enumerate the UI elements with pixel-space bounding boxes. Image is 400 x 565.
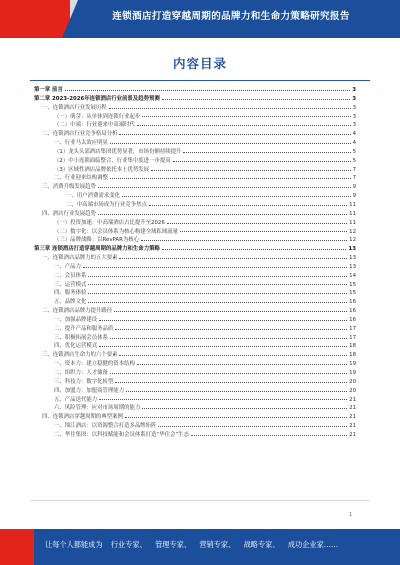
toc-entry-page: 21 bbox=[349, 414, 356, 421]
toc-entry[interactable] bbox=[34, 148, 356, 157]
toc-entry-page: 13 bbox=[349, 263, 356, 270]
toc-entry-title: 一、加强品牌建设 bbox=[54, 316, 98, 323]
toc-entry-page: 17 bbox=[349, 325, 356, 332]
toc-entry-page: 20 bbox=[349, 387, 356, 394]
toc-entry-page: 7 bbox=[352, 166, 356, 173]
footer-role: 营销专家、 bbox=[199, 540, 236, 549]
toc-entry-title: 五、产品迭代能力 bbox=[54, 396, 98, 403]
toc-entry-title: 一、锦江酒店：以资源整合打造多品牌矩阵 bbox=[54, 423, 157, 430]
toc-entry-title: 二、华住集团：以科技赋能和会员体系打造“华住会”生态 bbox=[54, 431, 189, 438]
toc-entry[interactable] bbox=[34, 236, 356, 245]
toc-leader-dots bbox=[125, 417, 347, 418]
toc-leader-dots bbox=[88, 284, 347, 285]
toc-entry-title: 二、会员体系 bbox=[54, 272, 87, 279]
toc-entry-page: 4 bbox=[352, 140, 356, 147]
toc-entry-title: 四、酒店行业发展趋势 bbox=[42, 210, 96, 217]
toc-entry-page: 5 bbox=[352, 157, 356, 164]
toc-entry-page: 13 bbox=[349, 255, 356, 262]
header-red-accent bbox=[0, 0, 70, 38]
toc-leader-dots bbox=[191, 435, 347, 436]
toc-entry-title: 三、积极拓展会员体系 bbox=[54, 334, 108, 341]
toc-leader-dots bbox=[98, 187, 351, 188]
toc-entry[interactable] bbox=[34, 130, 356, 139]
toc-leader-dots bbox=[151, 170, 350, 171]
toc-entry[interactable] bbox=[34, 192, 356, 201]
toc-leader-dots bbox=[142, 408, 347, 409]
toc-entry[interactable] bbox=[34, 183, 356, 192]
toc-entry-page: 3 bbox=[352, 95, 356, 102]
toc-entry[interactable] bbox=[34, 254, 356, 263]
toc-entry[interactable] bbox=[34, 113, 356, 122]
toc-entry-title: 二、连锁酒店品牌力提升路径 bbox=[42, 308, 113, 315]
toc-entry[interactable] bbox=[34, 360, 356, 369]
toc-leader-dots bbox=[167, 223, 347, 224]
toc-leader-dots bbox=[88, 293, 347, 294]
toc-entry[interactable] bbox=[34, 342, 356, 351]
toc-entry-title: （3）区域性酒店品牌依托本土优势发展 bbox=[54, 166, 150, 173]
toc-entry-title: 四、连锁酒店穿越周期的典型案例 bbox=[42, 414, 123, 421]
toc-entry[interactable] bbox=[34, 219, 356, 228]
toc-leader-dots bbox=[162, 99, 350, 100]
toc-entry-title: 六、风险管理：应对市场周期的能力 bbox=[54, 405, 141, 412]
toc-leader-dots bbox=[114, 311, 347, 312]
toc-entry-title: 三、科技力：数字化转型 bbox=[54, 378, 114, 385]
toc-leader-dots bbox=[110, 143, 351, 144]
toc-entry-title: 三、运营模式 bbox=[54, 281, 87, 288]
toc-leader-dots bbox=[137, 364, 347, 365]
toc-leader-dots bbox=[110, 373, 347, 374]
footer-red-accent bbox=[0, 529, 34, 565]
toc-entry[interactable] bbox=[34, 281, 356, 290]
toc-entry-title: （1）龙头头部酒店集团优势显著，市场份额持续提升 bbox=[54, 148, 182, 155]
toc-entry-page: 9 bbox=[352, 184, 356, 191]
toc-entry[interactable] bbox=[34, 272, 356, 281]
toc-entry-page: 20 bbox=[349, 378, 356, 385]
toc-entry[interactable] bbox=[34, 404, 356, 413]
toc-entry-title: 一、连锁酒店品牌力的五大要素 bbox=[42, 255, 118, 262]
toc-entry[interactable] bbox=[34, 369, 356, 378]
toc-entry-page: 14 bbox=[349, 272, 356, 279]
toc-entry[interactable] bbox=[34, 95, 356, 104]
toc-leader-dots bbox=[88, 302, 347, 303]
toc-leader-dots bbox=[173, 161, 351, 162]
toc-entry[interactable] bbox=[34, 121, 356, 130]
toc-leader-dots bbox=[149, 205, 347, 206]
toc-entry-title: （三）品牌战略：以RevPAR为核心 bbox=[54, 237, 140, 244]
toc-entry-page: 11 bbox=[349, 201, 356, 208]
toc-entry-title: 三、连锁酒店生命力的六个要素 bbox=[42, 352, 118, 359]
footer-role: 成功企业家…… bbox=[287, 540, 339, 549]
toc-entry-page: 17 bbox=[349, 334, 356, 341]
toc-entry-page: 15 bbox=[349, 290, 356, 297]
toc-leader-dots bbox=[110, 178, 351, 179]
toc-entry[interactable] bbox=[34, 422, 356, 431]
table-of-contents bbox=[34, 86, 356, 440]
toc-entry-page: 18 bbox=[349, 343, 356, 350]
toc-entry-title: （二）数字化：以会员体系为核心构建全域私域流量 bbox=[54, 228, 178, 235]
toc-entry[interactable] bbox=[34, 289, 356, 298]
toc-leader-dots bbox=[126, 391, 347, 392]
toc-leader-dots bbox=[109, 108, 351, 109]
toc-entry-title: （一）投资加速：中高端酒店占比提升至2026 bbox=[54, 219, 165, 226]
toc-entry-title: 四、加盟力：加盟商管理能力 bbox=[54, 387, 125, 394]
toc-entry[interactable] bbox=[34, 307, 356, 316]
toc-entry-title: 一、资本力：建立稳健的资本结构 bbox=[54, 361, 135, 368]
toc-entry[interactable] bbox=[34, 104, 356, 113]
toc-entry-page: 16 bbox=[349, 299, 356, 306]
toc-entry[interactable] bbox=[34, 228, 356, 237]
toc-entry-page: 21 bbox=[349, 405, 356, 412]
toc-entry[interactable] bbox=[34, 316, 356, 325]
toc-entry-page: 16 bbox=[349, 316, 356, 323]
toc-entry-page: 21 bbox=[349, 396, 356, 403]
footer-role: 行业专家、 bbox=[110, 540, 147, 549]
toc-entry[interactable] bbox=[34, 298, 356, 307]
toc-leader-dots bbox=[115, 329, 347, 330]
toc-heading: 内容目录 bbox=[172, 56, 227, 71]
toc-entry-page: 15 bbox=[349, 281, 356, 288]
toc-leader-dots bbox=[119, 355, 347, 356]
toc-entry[interactable] bbox=[34, 413, 356, 422]
toc-entry-title: 三、消费升级发展趋势 bbox=[42, 184, 96, 191]
toc-leader-dots bbox=[119, 134, 350, 135]
toc-entry-page: 9 bbox=[352, 193, 356, 200]
toc-entry-title: （2）中小连锁面临整合，行业集中度进一步提高 bbox=[54, 157, 171, 164]
toc-leader-dots bbox=[137, 125, 351, 126]
toc-entry[interactable] bbox=[34, 387, 356, 396]
toc-leader-dots bbox=[98, 214, 347, 215]
report-title: 连锁酒店打造穿越周期的品牌力和生命力策略研究报告 bbox=[112, 11, 350, 22]
toc-entry[interactable] bbox=[34, 431, 356, 440]
toc-entry[interactable] bbox=[34, 86, 356, 95]
footer-slogan bbox=[45, 540, 344, 550]
toc-entry-title: 二、连锁酒店行业竞争格局分析 bbox=[42, 131, 118, 138]
toc-leader-dots bbox=[115, 382, 347, 383]
toc-entry[interactable] bbox=[34, 325, 356, 334]
toc-entry[interactable] bbox=[34, 166, 356, 175]
toc-entry-title: 第三章 连锁酒店打造穿越周期的品牌力和生命力策略 bbox=[34, 246, 160, 253]
page-divider bbox=[30, 500, 370, 501]
toc-entry[interactable] bbox=[34, 263, 356, 272]
toc-leader-dots bbox=[65, 90, 350, 91]
footer-role: 管理专家、 bbox=[155, 540, 192, 549]
toc-entry[interactable] bbox=[34, 201, 356, 210]
toc-entry-title: 四、优化运营模式 bbox=[54, 343, 98, 350]
toc-entry[interactable] bbox=[34, 210, 356, 219]
toc-leader-dots bbox=[99, 320, 347, 321]
footer-slogan-lead: 让每个人都能成为 bbox=[45, 540, 103, 549]
toc-leader-dots bbox=[141, 240, 347, 241]
toc-entry-page: 11 bbox=[349, 219, 356, 226]
toc-entry-page: 11 bbox=[349, 210, 356, 217]
toc-entry-title: （一）萌芽：从单体到连锁行业起步 bbox=[54, 113, 141, 120]
toc-entry-page: 3 bbox=[352, 113, 356, 120]
toc-entry[interactable] bbox=[34, 139, 356, 148]
toc-leader-dots bbox=[99, 399, 347, 400]
toc-leader-dots bbox=[158, 426, 347, 427]
toc-entry-title: 一、产品力 bbox=[54, 263, 81, 270]
toc-entry-title: 一、用户消费需求变化 bbox=[66, 193, 120, 200]
toc-leader-dots bbox=[142, 116, 350, 117]
toc-entry-page: 21 bbox=[349, 423, 356, 430]
toc-leader-dots bbox=[99, 346, 347, 347]
toc-leader-dots bbox=[122, 196, 351, 197]
toc-entry[interactable] bbox=[34, 174, 356, 183]
toc-entry-page: 5 bbox=[352, 148, 356, 155]
toc-entry[interactable] bbox=[34, 245, 356, 254]
toc-heading-rule bbox=[30, 80, 370, 81]
toc-leader-dots bbox=[83, 267, 347, 268]
toc-entry-page: 21 bbox=[349, 431, 356, 438]
toc-entry-title: 二、中高端市场成为行业竞争焦点 bbox=[66, 201, 147, 208]
toc-leader-dots bbox=[110, 338, 347, 339]
toc-leader-dots bbox=[162, 249, 347, 250]
toc-entry-page: 12 bbox=[349, 237, 356, 244]
toc-entry[interactable] bbox=[34, 378, 356, 387]
toc-entry-page: 18 bbox=[349, 352, 356, 359]
toc-entry-title: 一、行业马太效应明显 bbox=[54, 140, 108, 147]
toc-leader-dots bbox=[119, 258, 347, 259]
toc-leader-dots bbox=[180, 231, 347, 232]
toc-entry-page: 4 bbox=[352, 131, 356, 138]
toc-entry-title: 二、提升产品和服务品质 bbox=[54, 325, 114, 332]
toc-entry-page: 19 bbox=[349, 370, 356, 376]
toc-entry[interactable] bbox=[34, 334, 356, 343]
toc-entry-page: 3 bbox=[352, 122, 356, 129]
toc-entry-title: 四、服务体验 bbox=[54, 290, 87, 297]
toc-entry-title: 二、行业迎来结构调整 bbox=[54, 175, 108, 182]
toc-entry-title: （二）中端：行业迎来中高端时代 bbox=[54, 122, 135, 129]
toc-entry-title: 第一章 前言 bbox=[34, 87, 63, 93]
toc-entry-page: 16 bbox=[349, 308, 356, 315]
toc-leader-dots bbox=[88, 276, 347, 277]
toc-entry[interactable] bbox=[34, 157, 356, 166]
toc-entry-title: 一、连锁酒店行业发展历程 bbox=[42, 104, 107, 111]
footer-role: 战略专家、 bbox=[243, 540, 280, 549]
page-number: 1 bbox=[349, 512, 353, 518]
toc-entry-page: 13 bbox=[348, 246, 356, 253]
toc-entry-title: 第二章 2023-2026年连锁酒店行业前景及趋势预测 bbox=[34, 95, 160, 102]
toc-entry-page: 3 bbox=[352, 87, 356, 93]
toc-entry-title: 二、组织力：人才储备 bbox=[54, 370, 108, 376]
toc-entry-page: 3 bbox=[352, 104, 356, 111]
toc-entry-page: 19 bbox=[349, 361, 356, 368]
toc-entry-page: 7 bbox=[352, 175, 356, 182]
toc-entry[interactable] bbox=[34, 351, 356, 360]
toc-entry-page: 12 bbox=[349, 228, 356, 235]
toc-entry[interactable] bbox=[34, 396, 356, 405]
toc-entry-title: 五、品牌文化 bbox=[54, 299, 87, 306]
toc-leader-dots bbox=[183, 152, 350, 153]
